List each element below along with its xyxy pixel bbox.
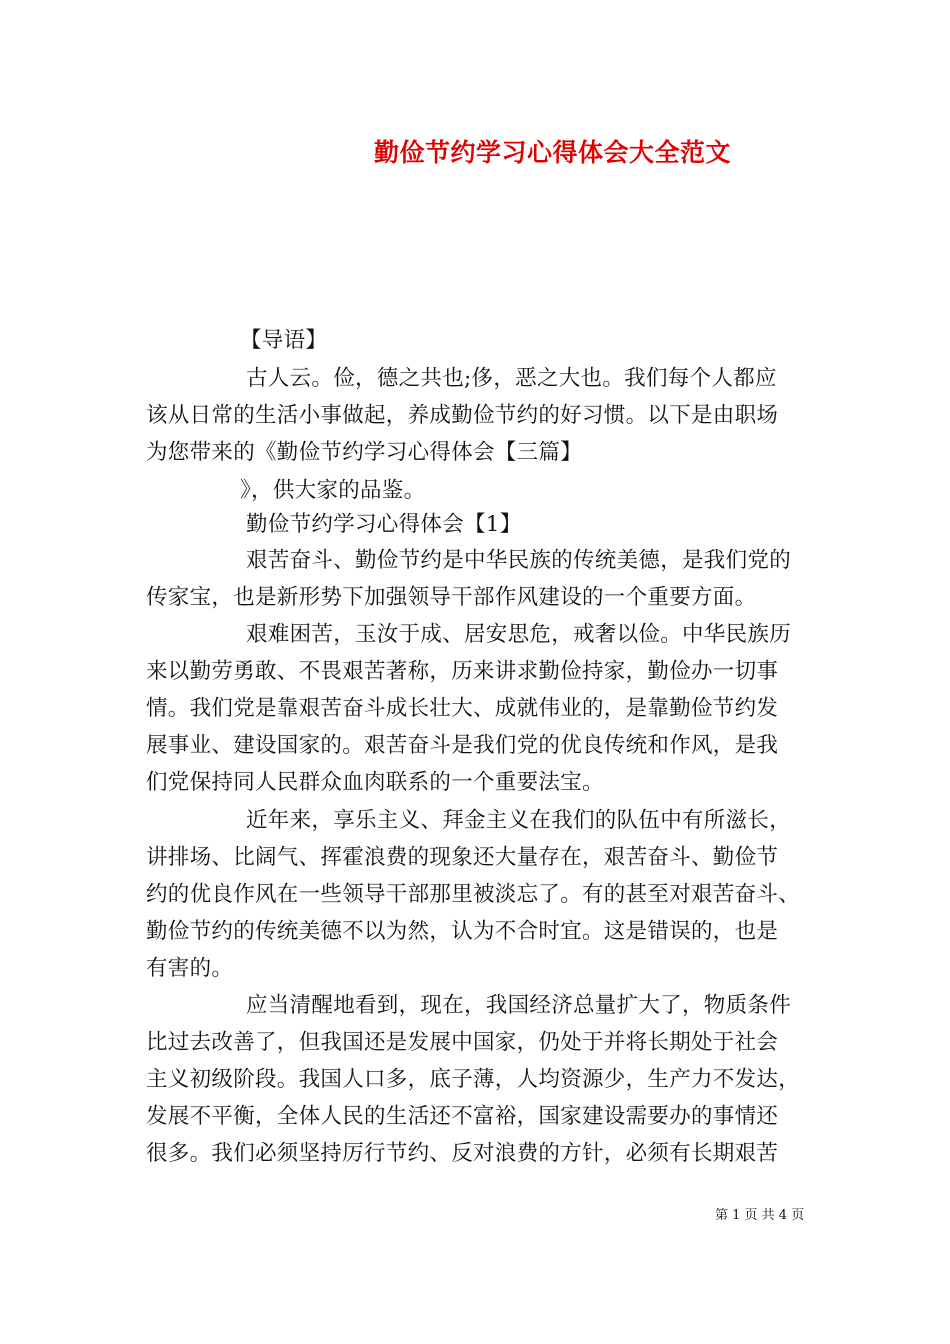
text-line: 主义初级阶段。我国人口多，底子薄，人均资源少，生产力不发达，: [146, 1067, 801, 1092]
text-line: 【导语】: [240, 328, 328, 353]
text-line: 该从日常的生活小事做起，养成勤俭节约的好习惯。以下是由职场: [146, 403, 779, 428]
text-line: 们党保持同人民群众血肉联系的一个重要法宝。: [146, 770, 604, 795]
page-footer: 第 1 页 共 4 页: [715, 1208, 805, 1223]
text-line: 很多。我们必须坚持厉行节约、反对浪费的方针，必须有长期艰苦: [146, 1141, 779, 1166]
text-line: 发展不平衡，全体人民的生活还不富裕，国家建设需要办的事情还: [146, 1104, 779, 1129]
text-line: 情。我们党是靠艰苦奋斗成长壮大、成就伟业的，是靠勤俭节约发: [146, 696, 779, 721]
text-line: 艰难困苦，玉汝于成、居安思危，戒奢以俭。中华民族历: [246, 622, 792, 647]
text-line: 应当清醒地看到，现在，我国经济总量扩大了，物质条件: [246, 993, 792, 1018]
text-line: 讲排场、比阔气、挥霍浪费的现象还大量存在，艰苦奋斗、勤俭节: [146, 845, 779, 870]
text-line: 勤俭节约的传统美德不以为然，认为不合时宜。这是错误的，也是: [146, 919, 779, 944]
text-line: 古人云。俭，德之共也;侈，恶之大也。我们每个人都应: [246, 366, 777, 391]
text-line: 勤俭节约学习心得体会【1】: [246, 512, 522, 537]
text-line: 约的优良作风在一些领导干部那里被淡忘了。有的甚至对艰苦奋斗、: [146, 882, 801, 907]
text-line: 》，供大家的品鉴。: [240, 478, 426, 503]
text-line: 来以勤劳勇敢、不畏艰苦著称，历来讲求勤俭持家，勤俭办一切事: [146, 659, 779, 684]
text-line: 为您带来的《勤俭节约学习心得体会【三篇】: [146, 440, 583, 465]
text-line: 近年来，享乐主义、拜金主义在我们的队伍中有所滋长，: [246, 808, 792, 833]
text-line: 有害的。: [146, 956, 234, 981]
text-line: 展事业、建设国家的。艰苦奋斗是我们党的优良传统和作风，是我: [146, 733, 779, 758]
text-line: 艰苦奋斗、勤俭节约是中华民族的传统美德，是我们党的: [246, 548, 792, 573]
document-title: 勤俭节约学习心得体会大全范文: [374, 138, 732, 167]
text-line: 传家宝，也是新形势下加强领导干部作风建设的一个重要方面。: [146, 585, 757, 610]
text-line: 比过去改善了，但我国还是发展中国家，仍处于并将长期处于社会: [146, 1030, 779, 1055]
